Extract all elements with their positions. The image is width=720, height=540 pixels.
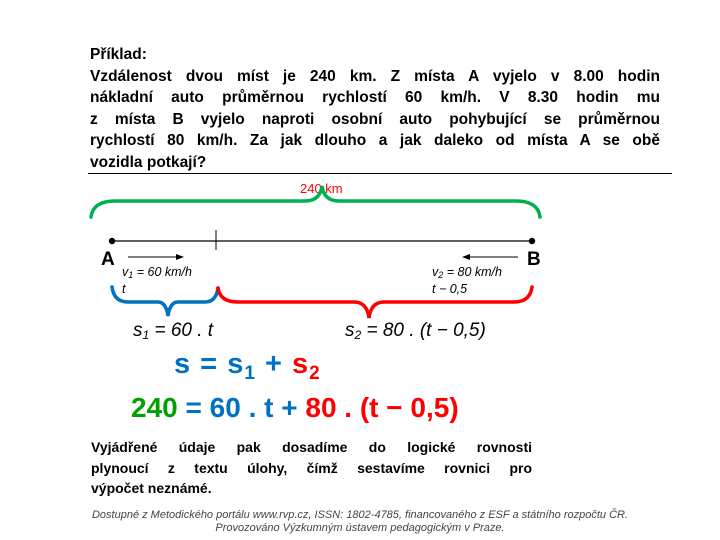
distance-label: 240 km xyxy=(300,181,343,196)
footer xyxy=(60,509,660,535)
problem-line: Příklad: xyxy=(90,46,147,63)
main-equation: 240 = 60 . t + 80 . (t − 0,5) xyxy=(131,392,459,423)
problem-line: rychlostí 80 km/h. Za jak dlouho a jak daleko od místa A se obě xyxy=(90,132,660,149)
s2-equation: $s_2 = 80$ . (t − 0,5) xyxy=(345,320,486,342)
point-b-dot xyxy=(529,238,535,244)
point-a-label: A xyxy=(101,249,115,270)
point-b-label: B xyxy=(527,249,541,270)
note-line: Vyjádřené údaje pak dosadíme do logické rovnosti xyxy=(91,439,532,455)
distance-brace xyxy=(91,186,540,217)
problem-line: nákladní auto průměrnou rychlostí 60 km/h. V 8.30 hodin mu xyxy=(90,89,660,106)
sum-equation: $s = s_1 + s_2$ xyxy=(174,348,321,384)
s2-brace xyxy=(218,287,532,318)
time-1-label: t xyxy=(122,282,126,296)
time-2-label: t − 0,5 xyxy=(432,282,468,296)
arrow-right-head xyxy=(176,254,184,260)
footer-line-1: Dostupné z Metodického portálu www.rvp.cz, ISSN: 1802-4785, financovaného z ESF a státního rozpočtu ČR. xyxy=(91,509,629,521)
problem-line: vozidla potkají? xyxy=(90,153,207,171)
speed-1-label: $v_1 = 60$ km/h xyxy=(122,265,192,280)
s1-brace xyxy=(112,287,218,316)
speed-2-label: $v_2 = 80$ km/h xyxy=(432,265,502,280)
note-line: výpočet neznámé. xyxy=(91,480,212,496)
arrow-left-head xyxy=(462,254,470,260)
problem-line: Vzdálenost dvou míst je 240 km. Z místa A vyjelo v 8.00 hodin xyxy=(90,67,660,85)
explanation-text xyxy=(91,437,532,499)
point-a-dot xyxy=(109,238,115,244)
footer-line-2: Provozováno Výzkumným ústavem pedagogickým v Praze. xyxy=(215,522,505,534)
s1-equation: $s_1 = 60$ . t xyxy=(133,320,214,342)
note-line: plynoucí z textu úlohy, čímž sestavíme rovnici pro xyxy=(91,459,532,476)
problem-line: z místa B vyjelo naproti osobní auto pohybující se průměrnou xyxy=(90,110,660,128)
